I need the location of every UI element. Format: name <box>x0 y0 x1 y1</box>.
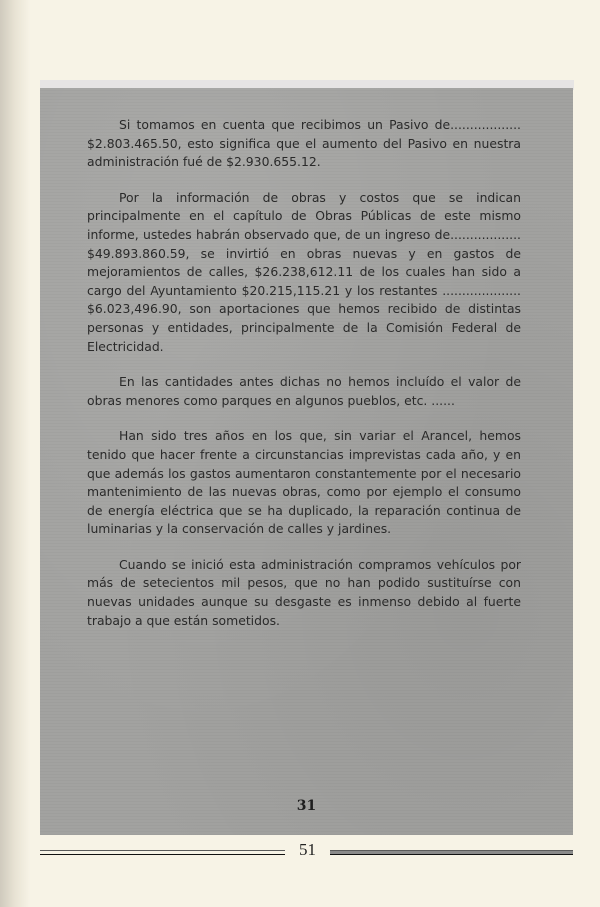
book-page-number: 51 <box>299 840 316 859</box>
footer-rule-left <box>40 850 285 855</box>
book-spine-shadow <box>0 0 30 907</box>
inner-page-number: 31 <box>296 798 317 814</box>
scanned-page-panel <box>40 88 573 835</box>
page-footer <box>40 840 573 864</box>
footer-rule-right <box>330 850 573 855</box>
paragraph-arancel: Han sido tres años en los que, sin variar el Arancel, hemos tenido que hacer frente a circunstancias imprevistas cada año, y en que además los gastos aumentaron constantemente por el necesario mantenimiento de las nuevas obras, como por ejemplo el consumo de energía eléctrica que se ha duplicado, la reparación continua de luminarias y la conservación de calles y jardines. <box>87 428 521 537</box>
body-text <box>87 116 521 647</box>
paragraph-obras-menores: En las cantidades antes dichas no hemos incluído el valor de obras menores como parques en algunos pueblos, etc. ...... <box>87 374 521 408</box>
paragraph-vehiculos: Cuando se inició esta administración compramos vehículos por más de setecientos mil pesos, que no han podido sustituírse con nuevas unidades aunque su desgaste es inmenso debido al fuerte trabajo a que están sometidos. <box>87 556 521 628</box>
paragraph-obras-publicas: Por la información de obras y costos que se indican principalmente en el capítulo de Obras Públicas de este mismo informe, ustedes habrán observado que, de un ingreso de.................. $49.893.860.59, se invirtió en obras nuevas y en gastos de mejoramientos de calles, $26.238,612.11 de los cuales han sido a cargo del Ayuntamiento $20.215,115.21 y los restantes .................... $6.023,496.90, son aportaciones que hemos recibido de distintas personas y entidades, principalmente de la Comisión Federal de Electricidad. <box>87 189 521 354</box>
paragraph-pasivo: Si tomamos en cuenta que recibimos un Pasivo de.................. $2.803.465.50, esto significa que el aumento del Pasivo en nuestra administración fué de $2.930.655.12. <box>87 117 521 170</box>
